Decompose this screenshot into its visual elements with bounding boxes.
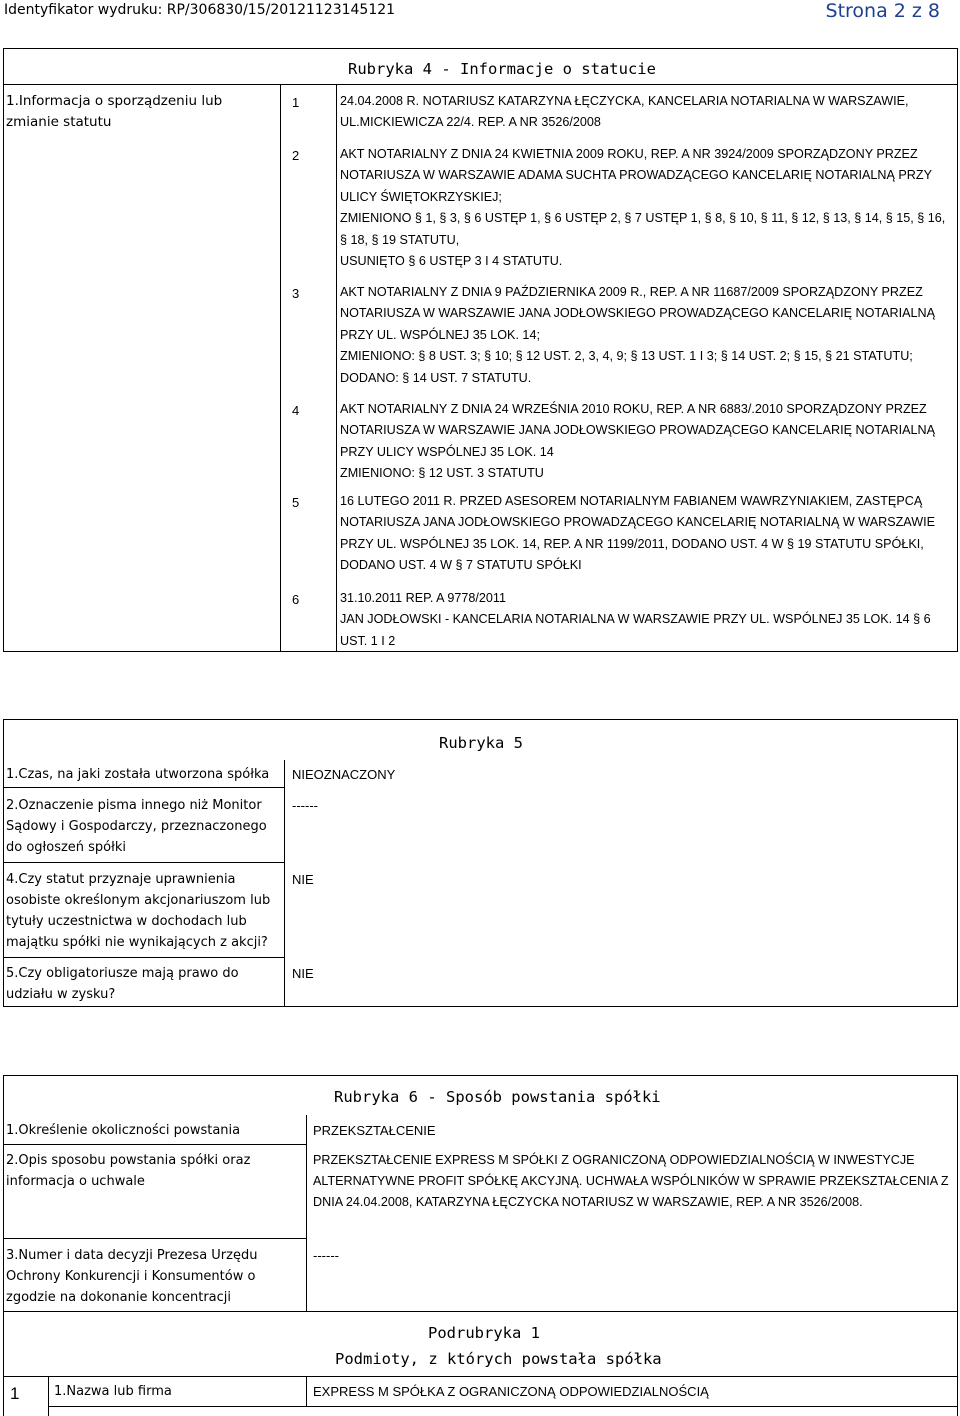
rubryka6-label: 1.Określenie okoliczności powstania — [6, 1123, 241, 1138]
entry-number: 1 — [292, 95, 300, 110]
entry-text: 31.10.2011 REP. A 9778/2011 JAN JODŁOWSKI - KANCELARIA NOTARIALNA W WARSZAWIE PRZY UL. WSPÓLNEJ 35 LOK. 14 § 6 UST. 1 I 2 — [340, 591, 931, 648]
entry-text: 24.04.2008 R. NOTARIUSZ KATARZYNA ŁĘCZYCKA, KANCELARIA NOTARIALNA W WARSZAWIE, UL.MICKIEWICZA 22/4. REP. A NR 3526/2008 — [340, 94, 909, 130]
rubryka6-col-divider — [306, 1115, 307, 1311]
entry-number: 3 — [292, 286, 300, 301]
rubryka5-value: ------ — [292, 798, 318, 813]
podrubryka-entry-label: 1.Nazwa lub firma — [54, 1384, 172, 1399]
rubryka6-label: 3.Numer i data decyzji Prezesa Urzędu Ochrony Konkurencji i Konsumentów o zgodzie na dokonanie koncentracji — [6, 1248, 258, 1305]
rubryka6-label: 2.Opis sposobu powstania spółki oraz informacja o uchwale — [6, 1153, 251, 1189]
rubryka4-title: Rubryka 4 - Informacje o statucie — [348, 60, 656, 78]
rubryka6-value: PRZEKSZTAŁCENIE EXPRESS M SPÓŁKI Z OGRANICZONĄ ODPOWIEDZIALNOŚCIĄ W INWESTYCJE ALTERNATYWNE PROFIT SPÓŁKĘ AKCYJNĄ. UCHWAŁA WSPÓLNIKÓW W SPRAWIE PRZEKSZTAŁCENIA Z DNIA 24.04.2008, KATARZYNA ŁĘCZYCKA NOTARIUSZ W WARSZAWIE, REP. A NR 3526/2008. — [313, 1153, 949, 1209]
podrubryka-divider — [3, 1311, 958, 1312]
page-number: Strona 2 z 8 — [825, 0, 940, 22]
entry-number: 2 — [292, 148, 300, 163]
rubryka4-header-divider — [3, 84, 958, 85]
podrubryka-label-divider — [306, 1376, 307, 1406]
podrubryka-title: Podrubryka 1 — [428, 1324, 540, 1342]
rubryka5-label: 4.Czy statut przyznaje uprawnienia osobiste określonym akcjonariuszom lub tytuły uczestnictwa w dochodach lub majątku spółki nie wynikających z akcji? — [6, 872, 271, 950]
rubryka4-col-divider-1 — [280, 84, 281, 652]
entry-text: 16 LUTEGO 2011 R. PRZED ASESOREM NOTARIALNYM FABIANEM WAWRZYNIAKIEM, ZASTĘPCĄ NOTARIUSZA JANA JODŁOWSKIEGO PROWADZĄCEGO KANCELARIĘ NOTARIALNĄ W WARSZAWIE PRZY UL. WSPÓLNEJ 35 LOK. 14, REP. A NR 1199/2011, DODANO UST. 4 W § 19 STATUTU SPÓŁKI, DODANO UST. 4 W § 7 STATUTU SPÓŁKI — [340, 494, 936, 573]
rubryka4-col-divider-2 — [336, 84, 337, 652]
rubryka6-value: PRZEKSZTAŁCENIE — [313, 1123, 436, 1138]
entry-number: 6 — [292, 592, 300, 607]
rubryka5-col-divider — [284, 760, 285, 1007]
entry-text: AKT NOTARIALNY Z DNIA 9 PAŹDZIERNIKA 2009 R., REP. A NR 11687/2009 SPORZĄDZONY PRZEZ NOTARIUSZA W WARSZAWIE JANA JODŁOWSKIEGO PROWADZĄCEGO KANCELARIĘ NOTARIALNĄ PRZY UL. WSPÓLNEJ 35 LOK. 14; ZMIENIONO: § 8 UST. 3; § 10; § 12 UST. 2, 3, 4, 9; § 13 UST. 1 I 3; § 14 UST. 2; § 15, § 21 STATUTU; DODANO: § 14 UST. 7 STATUTU. — [340, 285, 936, 385]
rubryka5-row-divider — [3, 787, 284, 788]
entry-text: AKT NOTARIALNY Z DNIA 24 KWIETNIA 2009 ROKU, REP. A NR 3924/2009 SPORZĄDZONY PRZEZ NOTARIUSZA W WARSZAWIE ADAMA SUCHTA PROWADZĄCEGO KANCELARIĘ NOTARIALNĄ PRZY ULICY ŚWIĘTOKRZYSKIEJ; ZMIENIONO § 1, § 3, § 6 USTĘP 1, § 6 USTĘP 2, § 7 USTĘP 1, § 8, § 10, § 11, § 12, § 13, § 14, § 15, § 16, § 18, § 19 STATUTU, USUNIĘTO § 6 USTĘP 3 I 4 STATUTU. — [340, 147, 946, 269]
podrubryka-subtitle: Podmioty, z których powstała spółka — [335, 1350, 662, 1368]
rubryka5-label: 1.Czas, na jaki została utworzona spółka — [6, 767, 270, 782]
podrubryka-row-divider — [48, 1406, 958, 1407]
rubryka6-row-divider — [3, 1144, 306, 1145]
rubryka5-label: 5.Czy obligatoriusze mają prawo do udziału w zysku? — [6, 966, 239, 1002]
rubryka6-row-divider — [3, 1238, 306, 1239]
rubryka5-row-divider — [3, 862, 284, 863]
rubryka6-value: ------ — [313, 1248, 339, 1263]
rubryka5-label: 2.Oznaczenie pisma innego niż Monitor Sądowy i Gospodarczy, przeznaczonego do ogłoszeń spółki — [6, 798, 267, 855]
podrubryka-num-divider — [48, 1376, 49, 1416]
podrubryka-entry-value: EXPRESS M SPÓŁKA Z OGRANICZONĄ ODPOWIEDZIALNOŚCIĄ — [313, 1384, 709, 1399]
podrubryka-entry-number: 1 — [10, 1384, 20, 1403]
entry-number: 5 — [292, 495, 300, 510]
rubryka5-value: NIEOZNACZONY — [292, 767, 396, 782]
rubryka5-value: NIE — [292, 872, 314, 887]
print-identifier: Identyfikator wydruku: RP/306830/15/20121123145121 — [4, 2, 396, 18]
rubryka4-label: 1.Informacja o sporządzeniu lub zmianie statutu — [6, 93, 223, 130]
podrubryka-entry-divider — [3, 1376, 958, 1377]
entry-text: AKT NOTARIALNY Z DNIA 24 WRZEŚNIA 2010 ROKU, REP. A NR 6883/.2010 SPORZĄDZONY PRZEZ NOTARIUSZA W WARSZAWIE JANA JODŁOWSKIEGO PROWADZĄCEGO KANCELARIĘ NOTARIALNĄ PRZY ULICY WSPÓLNEJ 35 LOK. 14 ZMIENIONO: § 12 UST. 3 STATUTU — [340, 402, 936, 481]
rubryka5-row-divider — [3, 957, 284, 958]
rubryka5-value: NIE — [292, 966, 314, 981]
entry-number: 4 — [292, 403, 300, 418]
rubryka5-title: Rubryka 5 — [439, 734, 523, 752]
rubryka6-title: Rubryka 6 - Sposób powstania spółki — [334, 1088, 661, 1106]
